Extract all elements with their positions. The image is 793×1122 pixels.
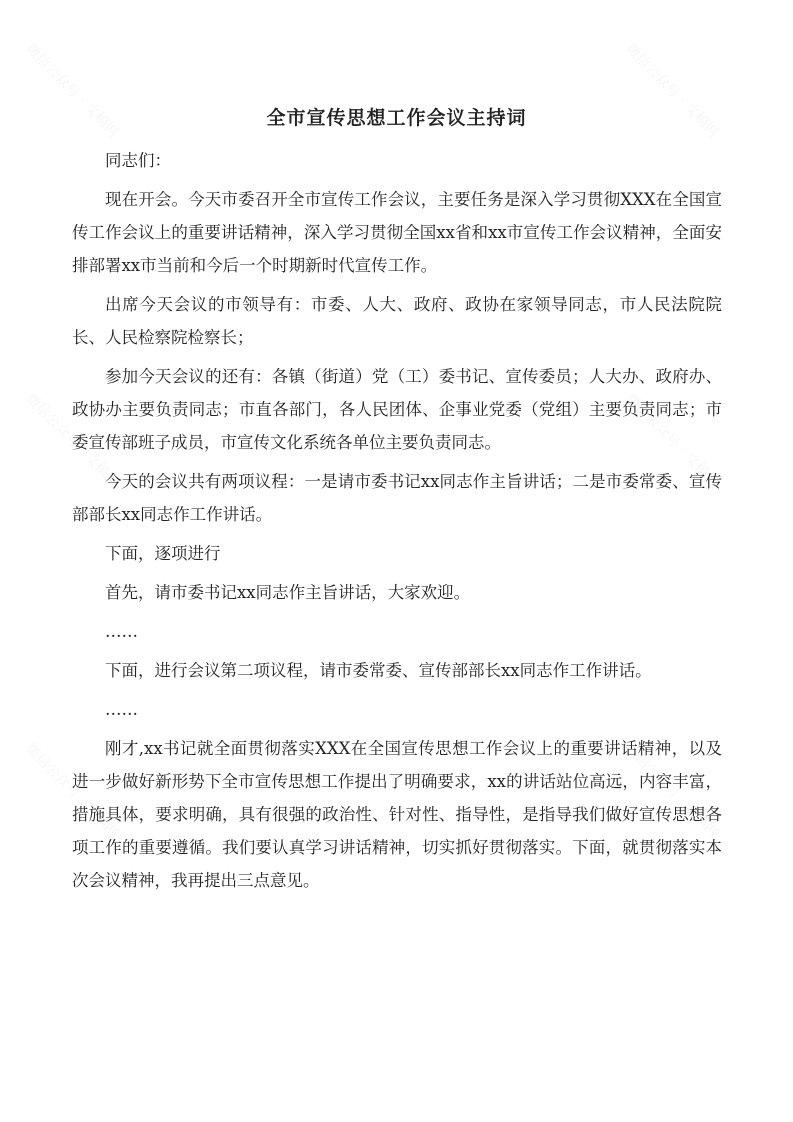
paragraph: 下面，逐项进行: [105, 544, 221, 563]
paragraph: 今天的会议共有两项议程：一是请市委书记xx同志作主旨讲话；二是市委常委、宣传部部长xx同志作工作讲话。: [72, 472, 722, 524]
watermark: 微信公众号 · 文稿网: [621, 40, 722, 141]
paragraph: ……: [105, 622, 138, 641]
document-body: [72, 144, 722, 903]
paragraph: 下面，进行会议第二项议程，请市委常委、宣传部部长xx同志作工作讲话。: [105, 661, 652, 680]
watermark: 微信公众号 · 文稿网: [21, 390, 122, 491]
paragraph: 同志们：: [105, 151, 171, 170]
document-title: 全市宣传思想工作会议主持词: [266, 107, 527, 129]
paragraph: 刚才,xx书记就全面贯彻落实XXX在全国宣传思想工作会议上的重要讲话精神，以及进一步做好新形势下全市宣传思想工作提出了明确要求，xx的讲话站位高远，内容丰富，措施具体，要求明确，具有很强的政治性、针对性、指导性，是指导我们做好宣传思想各项工作的重要遵循。我们要认真学习讲话精神，切实抓好贯彻落实。下面，就贯彻落实本次会议精神，我再提出三点意见。: [72, 739, 722, 890]
paragraph: ……: [105, 700, 138, 719]
watermark: 微信公众号 · 文稿网: [621, 740, 722, 841]
watermark: 微信公众号 · 文稿网: [21, 740, 122, 841]
watermark: 微信公众号 · 文稿网: [21, 40, 122, 141]
watermark: 微信公众号 · 文稿网: [621, 390, 722, 491]
paragraph: 现在开会。今天市委召开全市宣传工作会议，主要任务是深入学习贯彻XXX在全国宣传工作会议上的重要讲话精神，深入学习贯彻全国xx省和xx市宣传工作会议精神，全面安排部署xx市当前和今后一个时期新时代宣传工作。: [72, 190, 722, 275]
paragraph: 首先，请市委书记xx同志作主旨讲话，大家欢迎。: [105, 583, 471, 602]
paragraph: 参加今天会议的还有：各镇（街道）党（工）委书记、宣传委员；人大办、政府办、政协办主要负责同志；市直各部门，各人民团体、企事业党委（党组）主要负责同志；市委宣传部班子成员，市宣传文化系统各单位主要负责同志。: [72, 367, 722, 452]
paragraph: 出席今天会议的市领导有：市委、人大、政府、政协在家领导同志，市人民法院院长、人民检察院检察长；: [72, 295, 722, 347]
